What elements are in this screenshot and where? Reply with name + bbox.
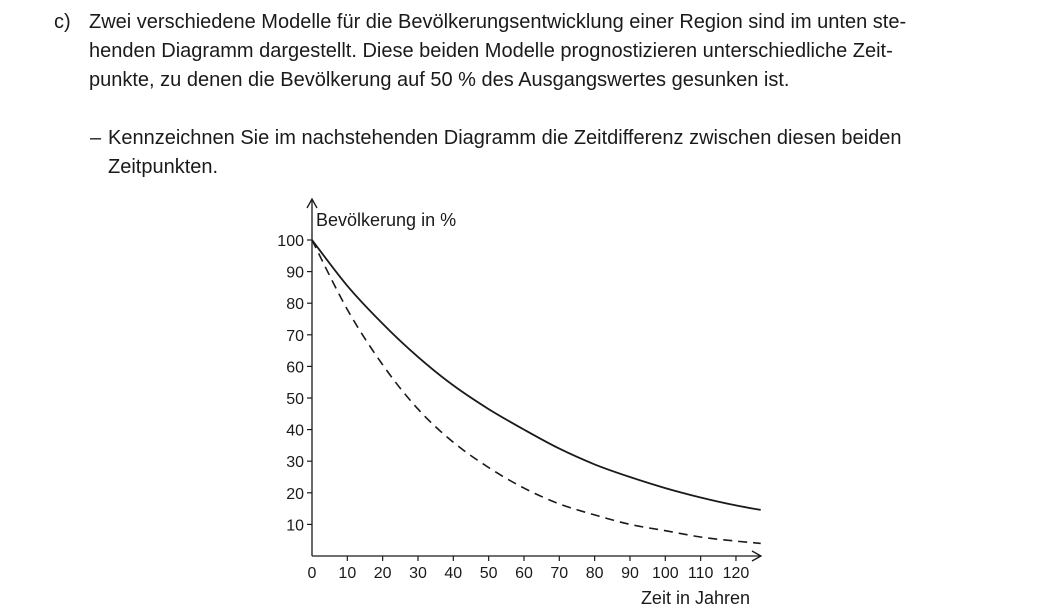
bullet-text-line-1: Kennzeichnen Sie im nachstehenden Diagramm die Zeitdifferenz zwischen diesen beiden <box>108 127 902 149</box>
x-ticks <box>308 556 750 582</box>
x-tick-label-10: 10 <box>338 565 357 582</box>
bullet-dash: – <box>90 127 102 149</box>
series-group <box>312 240 761 543</box>
y-tick-label-10: 10 <box>286 517 304 535</box>
y-tick-label-20: 20 <box>286 485 304 503</box>
y-tick-label-90: 90 <box>286 264 304 282</box>
x-tick-label-90: 90 <box>621 565 639 582</box>
task-text-line-1: Zwei verschiedene Modelle für die Bevölkerungsentwicklung einer Region sind im unten ste- <box>89 11 907 33</box>
y-tick-label-50: 50 <box>286 391 304 408</box>
x-tick-label-100: 100 <box>651 565 679 582</box>
series-line-1 <box>312 240 761 510</box>
y-ticks <box>277 233 312 534</box>
x-axis-label: Zeit in Jahren <box>640 588 750 608</box>
x-tick-label-20: 20 <box>373 565 392 582</box>
task-text-line-3: punkte, zu denen die Bevölkerung auf 50 % des Ausgangswertes gesunken ist. <box>89 69 790 91</box>
x-tick-label-70: 70 <box>550 565 569 582</box>
x-tick-label-110: 110 <box>687 565 714 582</box>
y-tick-label-40: 40 <box>286 422 304 440</box>
x-tick-label-120: 120 <box>722 565 750 582</box>
bullet-text-line-2: Zeitpunkten. <box>108 156 219 178</box>
axes <box>307 199 761 561</box>
y-tick-label-80: 80 <box>286 296 304 314</box>
task-text-line-2: henden Diagramm dargestellt. Diese beiden Modelle prognostizieren unterschiedliche Zeit- <box>89 40 893 62</box>
x-tick-label-60: 60 <box>515 565 533 582</box>
task-label: c) <box>54 11 71 33</box>
y-tick-label-30: 30 <box>286 454 304 472</box>
y-axis-label: Bevölkerung in % <box>316 210 457 230</box>
y-tick-label-100: 100 <box>277 233 304 250</box>
x-tick-label-30: 30 <box>409 565 427 582</box>
y-tick-label-70: 70 <box>286 327 304 345</box>
series-line-2 <box>312 240 761 543</box>
x-tick-label-50: 50 <box>479 565 498 582</box>
x-tick-label-40: 40 <box>444 565 463 582</box>
y-tick-label-60: 60 <box>286 359 304 377</box>
x-tick-label-0: 0 <box>307 565 317 582</box>
x-tick-label-80: 80 <box>585 565 604 582</box>
